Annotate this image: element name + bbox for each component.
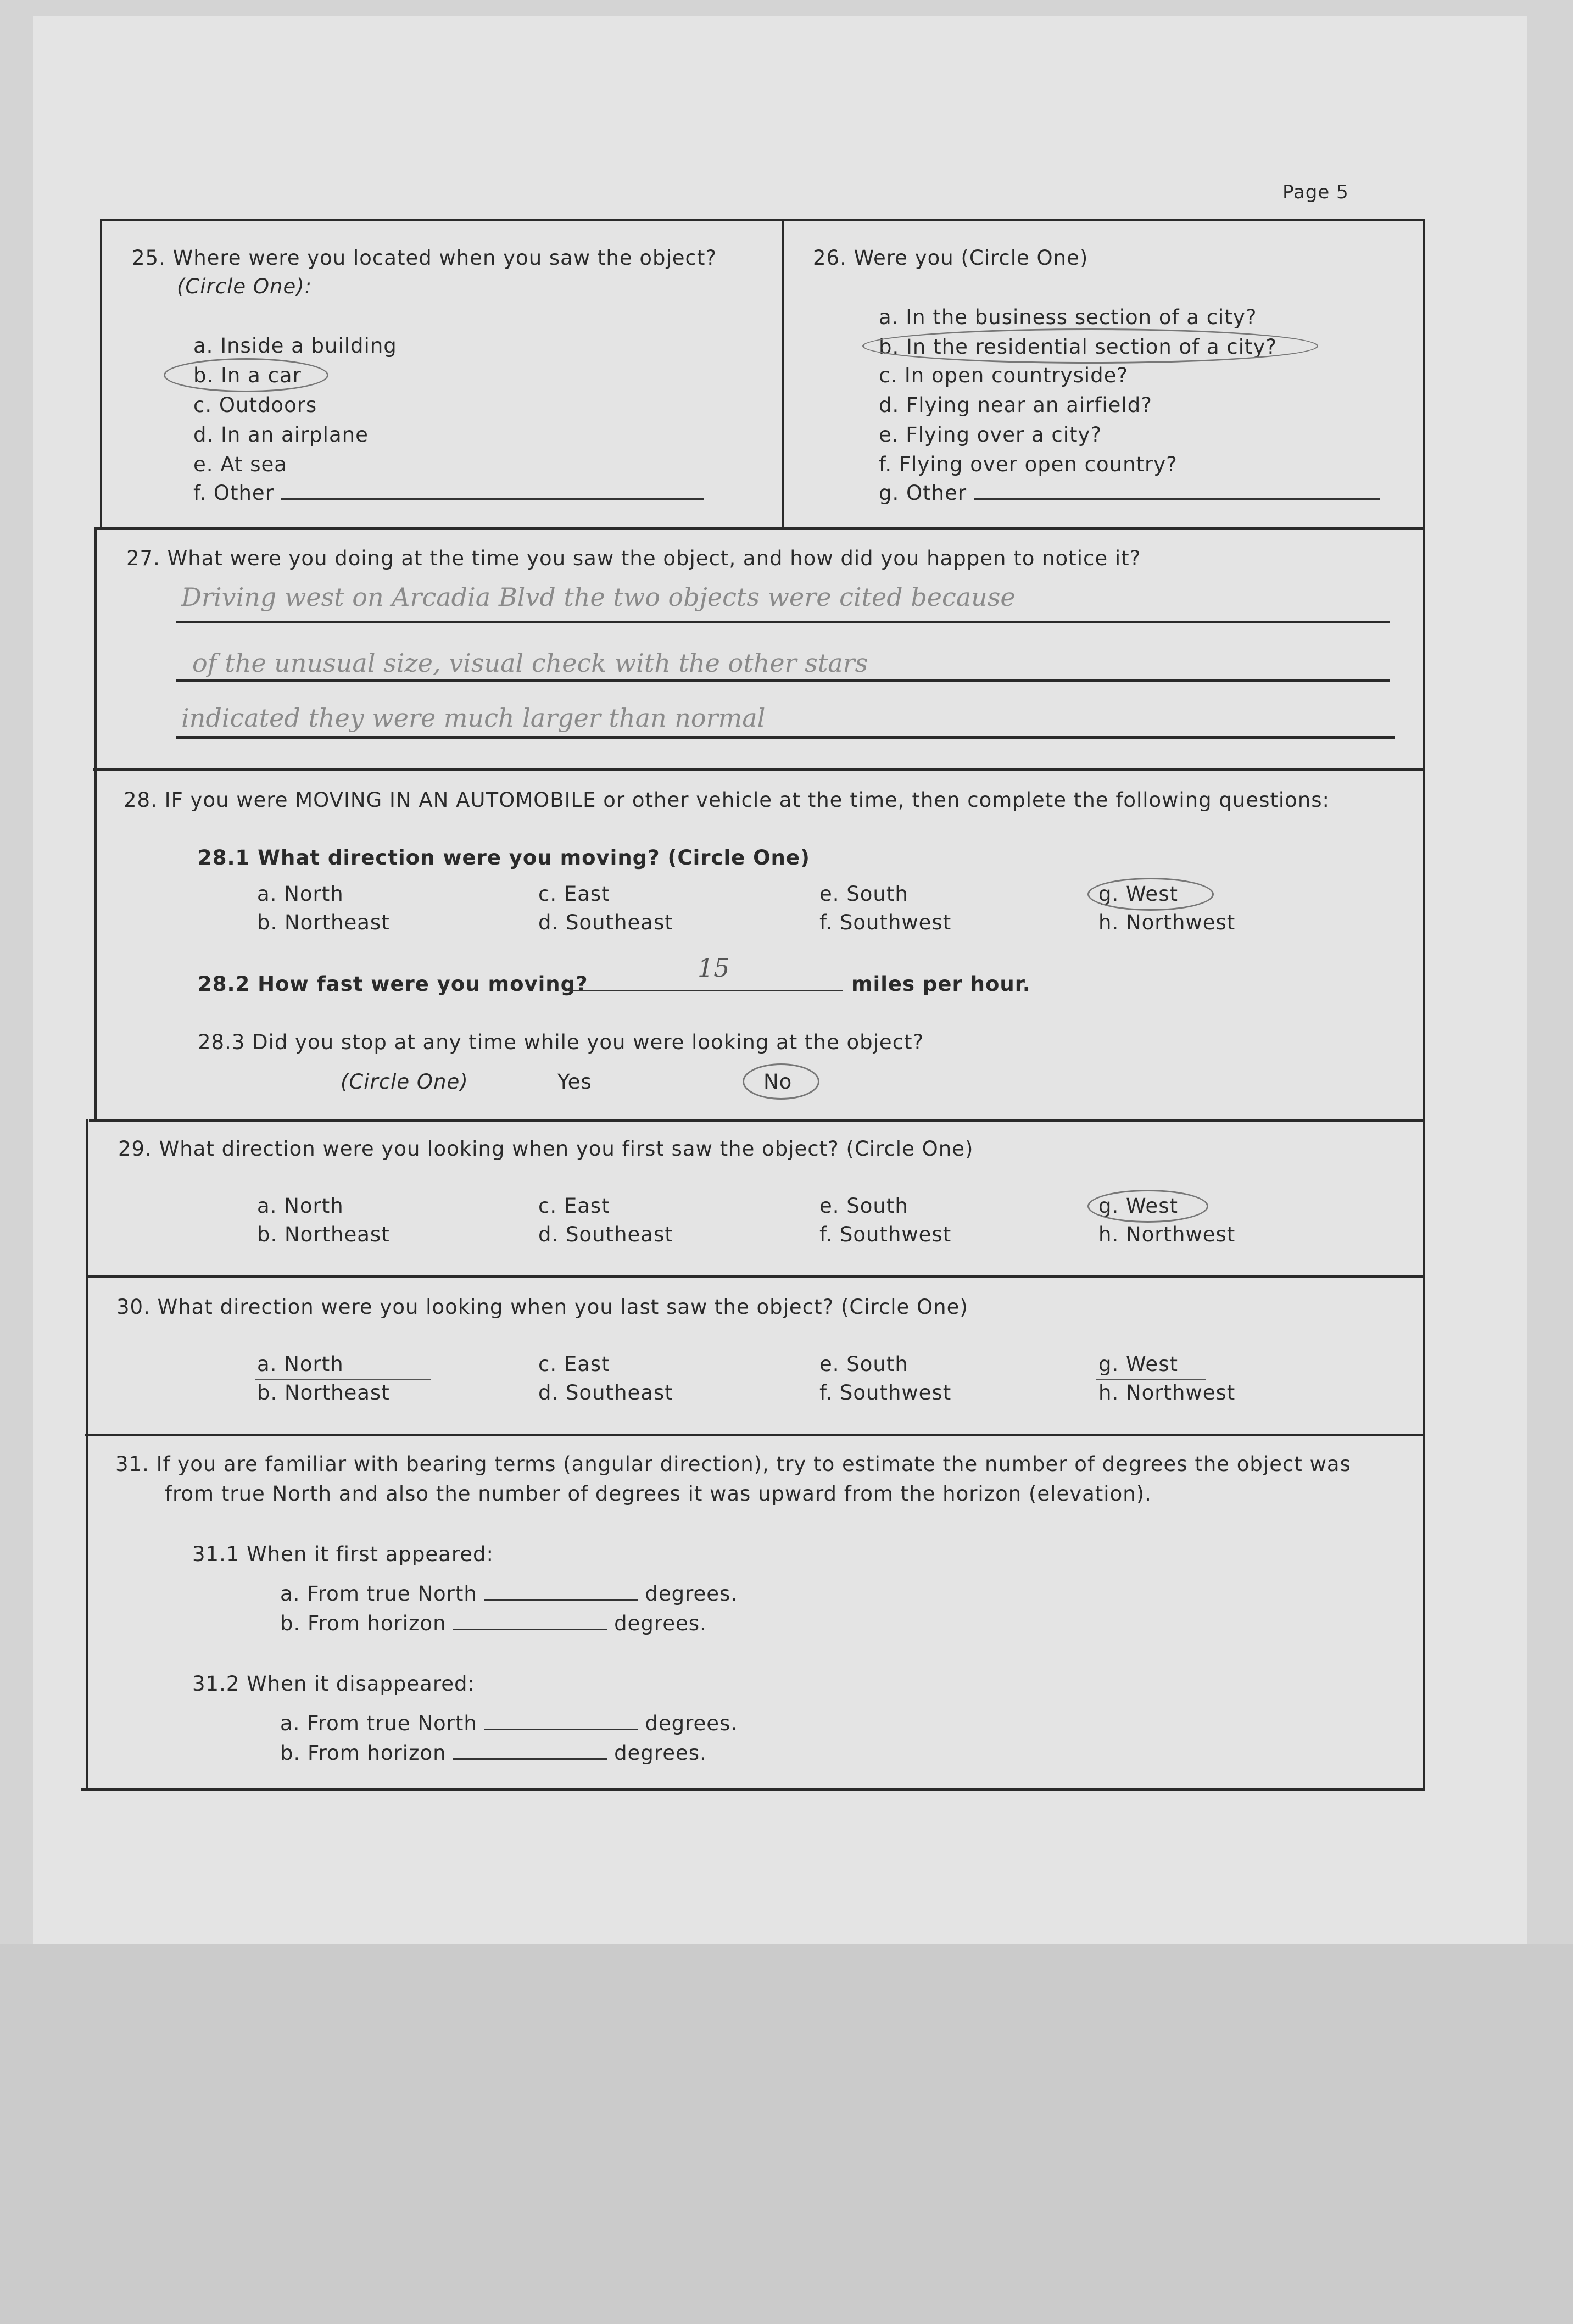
frame-left [94, 527, 97, 1121]
direction-option[interactable]: e. South [819, 1352, 908, 1376]
first-north-field[interactable] [484, 1584, 638, 1601]
direction-option[interactable]: b. Northeast [257, 1381, 390, 1405]
q25-option[interactable]: b. In a car [193, 364, 302, 387]
q26-option[interactable]: f. Flying over open country? [879, 453, 1178, 476]
q25-option[interactable]: e. At sea [193, 453, 287, 476]
last-horizon-row [280, 1741, 707, 1765]
first-horizon-row [280, 1612, 707, 1635]
direction-option[interactable]: d. Southeast [538, 911, 673, 934]
direction-option[interactable]: g. West [1098, 1194, 1178, 1218]
answer-circle [164, 358, 328, 392]
q28-question: 28. IF you were MOVING IN AN AUTOMOBILE or other vehicle at the time, then complete the following questions: [124, 788, 1330, 812]
q26-option[interactable]: d. Flying near an airfield? [879, 393, 1152, 417]
direction-option[interactable]: c. East [538, 882, 610, 906]
answer-circle [1087, 878, 1214, 911]
direction-option[interactable]: f. Southwest [819, 1381, 952, 1405]
divider [81, 1788, 1425, 1791]
direction-option[interactable]: h. Northwest [1098, 911, 1236, 934]
speed-answer: 15 [698, 953, 730, 983]
last-north-field[interactable] [484, 1714, 638, 1730]
answer-rule [176, 736, 1395, 739]
answer-underline [255, 1379, 431, 1380]
q27-answer-line: of the unusual size, visual check with the other stars [192, 648, 868, 678]
q26-question: 26. Were you (Circle One) [813, 246, 1089, 270]
q25-option[interactable]: c. Outdoors [193, 393, 317, 417]
frame-left [86, 1119, 88, 1790]
q29-question: 29. What direction were you looking when you first saw the object? (Circle One) [118, 1137, 974, 1161]
answer-underline [1096, 1379, 1206, 1380]
direction-option[interactable]: a. North [257, 1194, 344, 1218]
last-horizon-field[interactable] [453, 1743, 607, 1760]
direction-option[interactable]: e. South [819, 1194, 908, 1218]
q25-other-field[interactable] [281, 483, 704, 500]
q27-answer-line: Driving west on Arcadia Blvd the two objects were cited because [181, 582, 1016, 612]
answer-circle [862, 328, 1318, 364]
speed-unit: miles per hour. [851, 972, 1031, 996]
column-divider [782, 219, 784, 528]
q31-1-label: 31.1 When it first appeared: [192, 1542, 494, 1566]
q27-answer-line: indicated they were much larger than normal [181, 703, 766, 733]
answer-circle [743, 1063, 819, 1100]
direction-option[interactable]: h. Northwest [1098, 1381, 1236, 1405]
q28-1-question: 28.1 What direction were you moving? (Circle One) [198, 846, 810, 870]
q26-option[interactable]: a. In the business section of a city? [879, 305, 1257, 329]
q26-other-field[interactable] [974, 483, 1380, 500]
frame-right [1423, 219, 1425, 1791]
label: b. From horizon [280, 1612, 447, 1635]
direction-option[interactable]: e. South [819, 882, 908, 906]
divider [93, 768, 1425, 771]
q25-question: 25. Where were you located when you saw the object? [132, 246, 717, 270]
q26-option[interactable]: c. In open countryside? [879, 364, 1129, 387]
q25-option[interactable]: d. In an airplane [193, 423, 369, 447]
option-yes[interactable]: Yes [557, 1070, 592, 1094]
divider [97, 527, 1425, 530]
direction-option[interactable]: a. North [257, 1352, 344, 1376]
answer-rule [176, 621, 1390, 623]
divider [89, 1119, 1425, 1122]
direction-option[interactable]: b. Northeast [257, 911, 390, 934]
divider [85, 1434, 1425, 1436]
unit: degrees. [614, 1741, 707, 1765]
q30-question: 30. What direction were you looking when you last saw the object? (Circle One) [116, 1295, 968, 1319]
q31-2-label: 31.2 When it disappeared: [192, 1672, 475, 1696]
q25-sub: (Circle One): [177, 275, 313, 298]
unit: degrees. [645, 1582, 738, 1606]
q28-3-question: 28.3 Did you stop at any time while you were looking at the object? [198, 1030, 924, 1054]
label: a. From true North [280, 1582, 477, 1606]
direction-option[interactable]: g. West [1098, 1352, 1178, 1376]
q28-3-circle-one: (Circle One) [341, 1070, 468, 1094]
q25-option-other[interactable] [193, 481, 704, 505]
q31-question: 31. If you are familiar with bearing terms (angular direction), try to estimate the number of degrees the object was [115, 1452, 1351, 1476]
q27-question: 27. What were you doing at the time you saw the object, and how did you happen to notice it? [126, 547, 1141, 570]
unit: degrees. [614, 1612, 707, 1635]
answer-circle [1087, 1190, 1208, 1223]
direction-option[interactable]: a. North [257, 882, 344, 906]
direction-option[interactable]: b. Northeast [257, 1223, 390, 1246]
q26-option-other[interactable] [879, 481, 1380, 505]
q25-other-label: f. Other [193, 481, 274, 505]
direction-option[interactable]: f. Southwest [819, 1223, 952, 1246]
direction-option[interactable]: c. East [538, 1194, 610, 1218]
last-north-row [280, 1712, 738, 1735]
page-number: Page 5 [1282, 181, 1349, 203]
q25-option[interactable]: a. Inside a building [193, 334, 397, 358]
direction-option[interactable]: g. West [1098, 882, 1178, 906]
q26-option[interactable]: e. Flying over a city? [879, 423, 1102, 447]
q28-2-question: 28.2 How fast were you moving? [198, 972, 588, 996]
frame-left [100, 219, 102, 528]
direction-option[interactable]: c. East [538, 1352, 610, 1376]
direction-option[interactable]: d. Southeast [538, 1381, 673, 1405]
first-north-row [280, 1582, 738, 1606]
unit: degrees. [645, 1712, 738, 1735]
direction-option[interactable]: f. Southwest [819, 911, 952, 934]
direction-option[interactable]: h. Northwest [1098, 1223, 1236, 1246]
q26-option[interactable]: b. In the residential section of a city? [879, 335, 1278, 359]
label: a. From true North [280, 1712, 477, 1735]
q26-other-label: g. Other [879, 481, 967, 505]
first-horizon-field[interactable] [453, 1614, 607, 1630]
label: b. From horizon [280, 1741, 447, 1765]
q31-question-cont: from true North and also the number of degrees it was upward from the horizon (elevation). [165, 1482, 1152, 1506]
answer-rule [176, 679, 1390, 682]
scan-background [0, 1944, 1573, 2324]
divider [101, 219, 1425, 221]
direction-option[interactable]: d. Southeast [538, 1223, 673, 1246]
divider [87, 1275, 1425, 1278]
option-no[interactable]: No [763, 1070, 793, 1094]
